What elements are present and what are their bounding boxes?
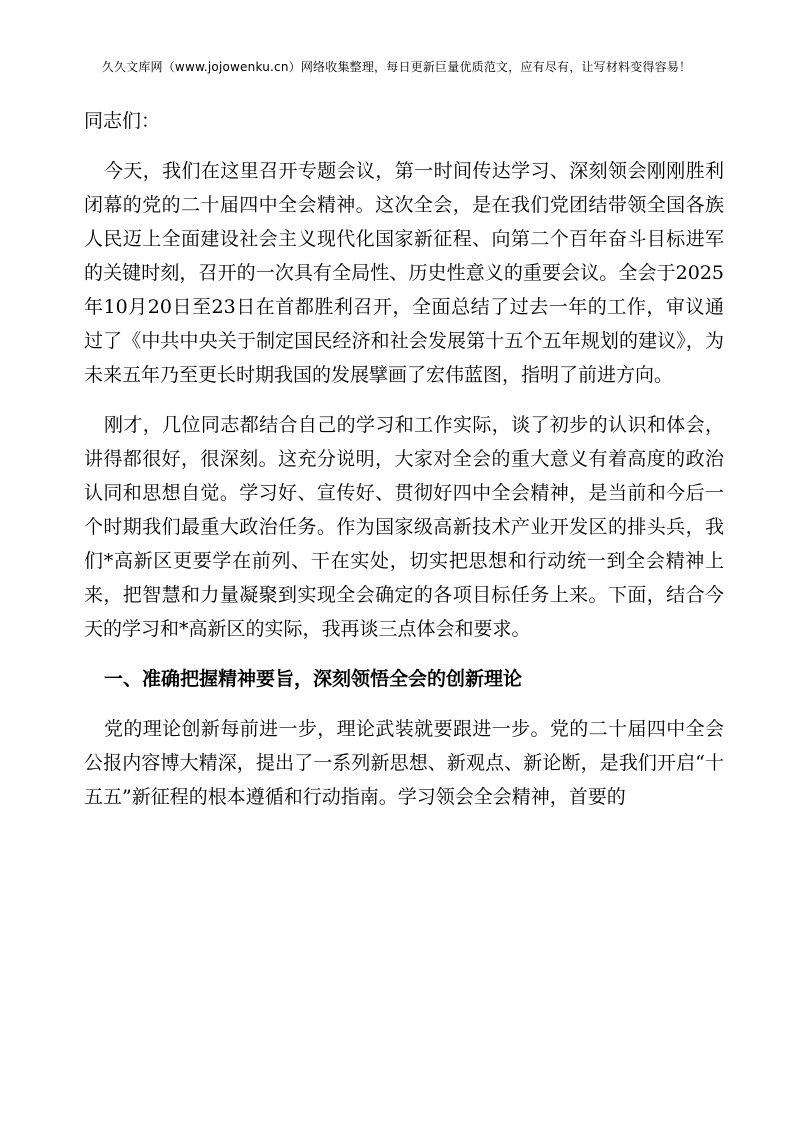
greeting: 同志们： [84, 110, 161, 132]
paragraph-2: 刚才，几位同志都结合自己的学习和工作实际，谈了初步的认识和体会，讲得都很好，很深刻。这充分说明，大家对全会的重大意义有着高度的政治认同和思想自觉。学习好、宣传好、贯彻好四中全会精神，是当前和今后一个时期我们最重大政治任务。作为国家级高新技术产业开发区的排头兵，我们*高新区更要学在前列、干在实处，切实把思想和行动统一到全会精神上来，把智慧和力量凝聚到实现全会确定的各项目标任务上来。下面，结合今天的学习和*高新区的实际，我再谈三点体会和要求。 [84, 414, 724, 640]
document-body [84, 104, 724, 830]
paragraph-1: 今天，我们在这里召开专题会议，第一时间传达学习、深刻领会刚刚胜利闭幕的党的二十届四中全会精神。这次全会，是在我们党团结带领全国各族人民迈上全面建设社会主义现代化国家新征程、向第二个百年奋斗目标进军的关键时刻，召开的一次具有全局性、历史性意义的重要会议。全会于2025年10月20日至23日在首都胜利召开，全面总结了过去一年的工作，审议通过了《中共中央关于制定国民经济和社会发展第十五个五年规划的建议》，为未来五年乃至更长时期我国的发展擘画了宏伟蓝图，指明了前进方向。 [84, 160, 724, 386]
page-header: 久久文库网（www.jojowenku.cn）网络收集整理，每日更新巨量优质范文，应有尽有，让写材料变得容易！ [101, 60, 692, 74]
section-heading-1: 一、准确把握精神要旨，深刻领悟全会的创新理论 [104, 668, 523, 690]
paragraph-3: 党的理论创新每前进一步，理论武装就要跟进一步。党的二十届四中全会公报内容博大精深，提出了一系列新思想、新观点、新论断，是我们开启“十五五”新征程的根本遵循和行动指南。学习领会全会精神，首要的 [84, 718, 724, 808]
